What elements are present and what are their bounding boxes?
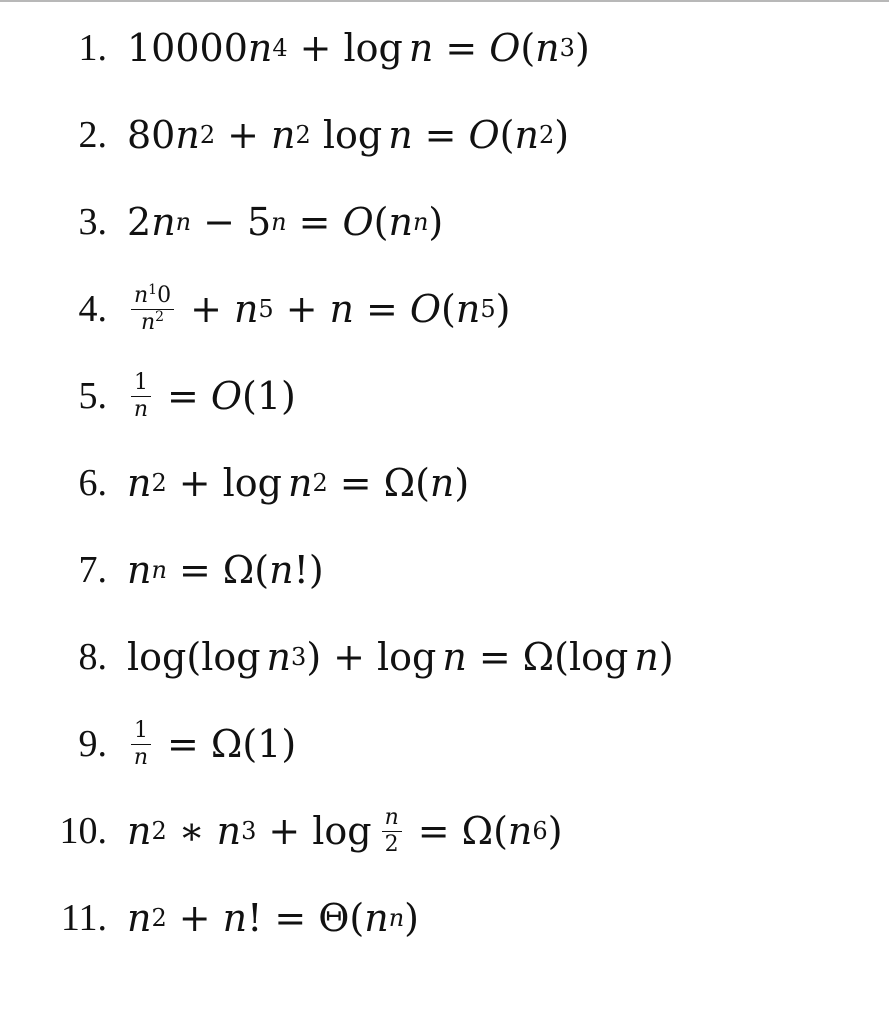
fraction: $\frac{1}{n}$: [131, 372, 151, 421]
math-expression: $\frac{1}{n}$ = O (1): [127, 372, 296, 421]
math-expression: n n = Ω( n !): [127, 548, 324, 592]
list-item: [0, 279, 889, 339]
list-item: [0, 453, 889, 513]
list-item: [0, 18, 889, 78]
list-item: [0, 540, 889, 600]
item-number: 9.: [78, 723, 107, 765]
item-number: 8.: [78, 636, 107, 678]
item-number: 3.: [78, 201, 107, 243]
math-expression: 10000 n 4 + log n = O ( n 3 ): [127, 26, 590, 70]
math-expression: log( log n 3 ) + log n = Ω( log n ): [127, 635, 674, 679]
fraction: $\frac{n^10}{n^2}$: [131, 285, 174, 334]
list-item: [0, 192, 889, 252]
math-expression: n 2 ∗ n 3 + log $\frac{n}{2}$ = Ω( n 6 ): [127, 804, 563, 857]
item-number: 7.: [78, 549, 107, 591]
math-expression: 2 n n − 5 n = O ( n n ): [127, 200, 444, 244]
math-expression: n 2 + log n 2 = Ω( n ): [127, 461, 470, 505]
list-item: [0, 888, 889, 948]
list-item: [0, 627, 889, 687]
item-number: 4.: [78, 288, 107, 330]
list-item: [0, 105, 889, 165]
item-number: 6.: [78, 462, 107, 504]
item-number: 11.: [60, 897, 107, 939]
math-expression: 80 n 2 + n 2 log n = O ( n 2 ): [127, 113, 570, 157]
math-expression: $\frac{1}{n}$ = Ω(1): [127, 720, 296, 769]
math-expression: n 2 + n ! = Θ( n n ): [127, 896, 419, 940]
item-number: 10.: [59, 810, 107, 852]
fraction: $\frac{1}{n}$: [131, 720, 151, 769]
item-number: 1.: [78, 27, 107, 69]
fraction: $\frac{n}{2}$: [382, 807, 402, 856]
item-number: 5.: [78, 375, 107, 417]
list-item: [0, 801, 889, 861]
list-item: [0, 714, 889, 774]
list-item: [0, 366, 889, 426]
item-number: 2.: [78, 114, 107, 156]
math-expression: $\frac{n^10}{n^2}$ + n 5 + n = O ( n 5 ): [127, 285, 510, 334]
